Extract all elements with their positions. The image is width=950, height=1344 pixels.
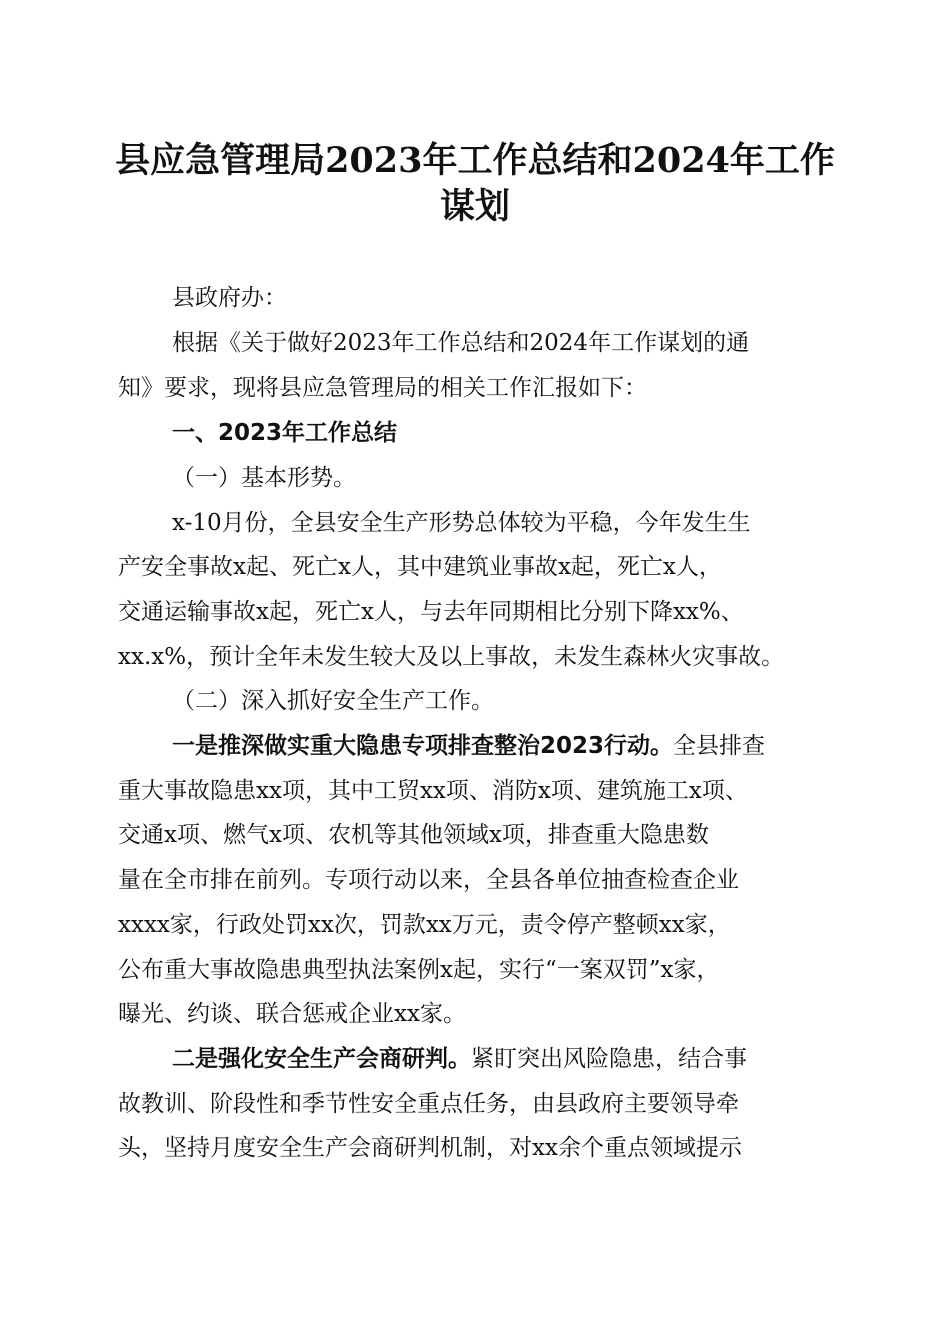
item-2-line-1-rest: 紧盯突出风险隐患，结合事 bbox=[471, 1046, 747, 1072]
item-1-line-7: 曝光、约谈、联合惩戒企业xx家。 bbox=[118, 1001, 466, 1027]
item-1-line-3: 交通x项、燃气x项、农机等其他领域x项，排查重大隐患数 bbox=[118, 822, 709, 848]
subsection-2-heading: （二）深入抓好安全生产工作。 bbox=[172, 688, 494, 714]
item-2-line-1 bbox=[172, 1044, 747, 1074]
item-1-lead: 一是推深做实重大隐患专项排查整治2023行动。 bbox=[172, 733, 674, 759]
item-1-line-4: 量在全市排在前列。专项行动以来，全县各单位抽查检查企业 bbox=[118, 867, 739, 893]
item-1-line-2: 重大事故隐患xx项，其中工贸xx项、消防x项、建筑施工x项、 bbox=[118, 778, 748, 804]
intro-line-2: 知》要求，现将县应急管理局的相关工作汇报如下： bbox=[118, 375, 647, 401]
item-1-line-1 bbox=[172, 731, 765, 761]
basic-situation-line-2: 产安全事故x起、死亡x人，其中建筑业事故x起，死亡x人， bbox=[118, 554, 722, 580]
item-1-line-5: xxxx家，行政处罚xx次，罚款xx万元，责令停产整顿xx家， bbox=[118, 912, 731, 938]
basic-situation-line-4: xx.x%，预计全年未发生较大及以上事故，未发生森林火灾事故。 bbox=[118, 644, 785, 670]
basic-situation-line-1: x-10月份，全县安全生产形势总体较为平稳，今年发生生 bbox=[172, 510, 751, 536]
subsection-1-heading: （一）基本形势。 bbox=[172, 465, 356, 491]
item-1-line-6: 公布重大事故隐患典型执法案例x起，实行“一案双罚”x家， bbox=[118, 957, 720, 983]
document-title-line-2: 谋划 bbox=[439, 186, 510, 227]
basic-situation-line-3: 交通运输事故x起，死亡x人，与去年同期相比分别下降xx%、 bbox=[118, 599, 744, 625]
item-2-line-2: 故教训、阶段性和季节性安全重点任务，由县政府主要领导牵 bbox=[118, 1091, 739, 1117]
section-1-heading: 一、2023年工作总结 bbox=[172, 420, 398, 446]
item-2-lead: 二是强化安全生产会商研判。 bbox=[172, 1046, 471, 1072]
item-1-line-1-rest: 全县排查 bbox=[673, 733, 766, 759]
salutation: 县政府办： bbox=[172, 285, 287, 311]
document-title-line-1: 县应急管理局2023年工作总结和2024年工作 bbox=[115, 140, 835, 181]
item-2-line-3: 头，坚持月度安全生产会商研判机制，对xx余个重点领域提示 bbox=[118, 1135, 742, 1161]
intro-line-1: 根据《关于做好2023年工作总结和2024年工作谋划的通 bbox=[172, 330, 750, 356]
